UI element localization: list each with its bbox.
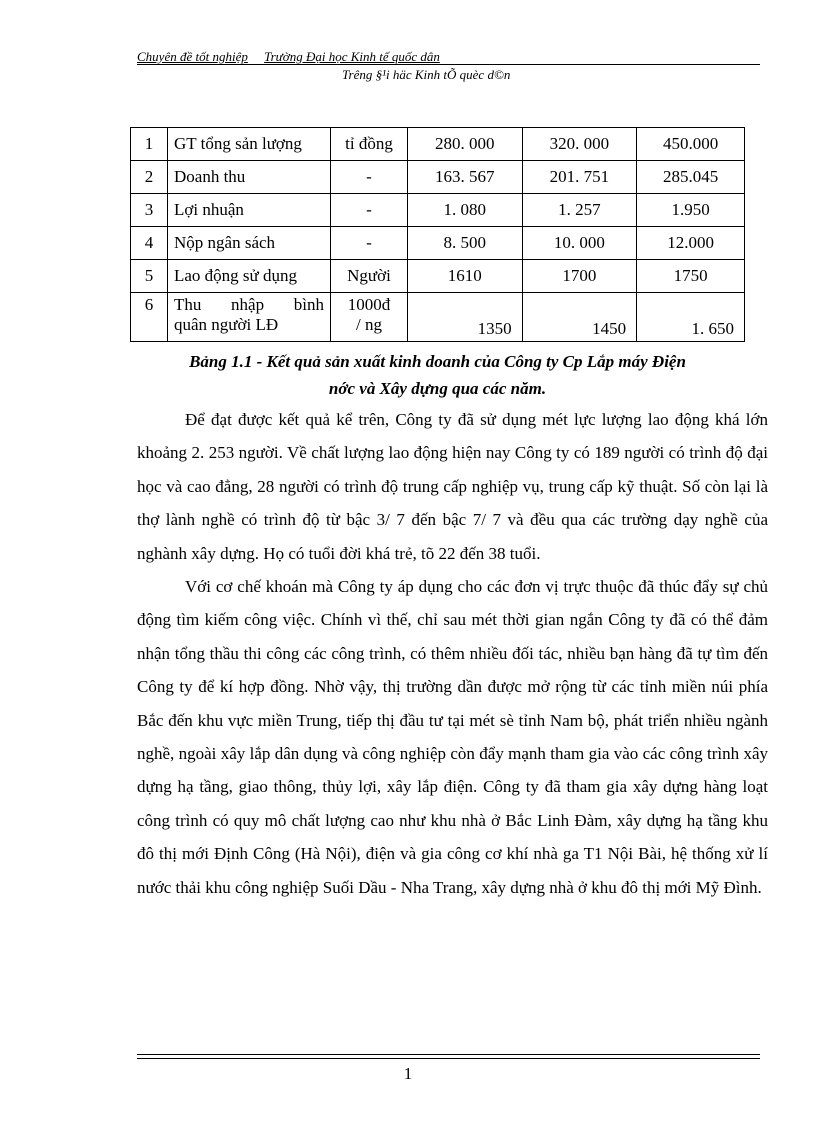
cell-no: 3 <box>131 194 168 227</box>
table-row <box>131 161 745 194</box>
paragraph: Với cơ chế khoán mà Công ty áp dụng cho các đơn vị trực thuộc đã thúc đẩy sự chủ động tìm kiếm công việc. Chính vì thế, chỉ sau mét thời gian ngắn Công ty đã có thể đảm nhận tổng thầu thi công các công trình, có thêm nhiều đối tác, nhiều bạn hàng đã tự tìm đến Công ty để kí hợp đồng. Nhờ vậy, thị trường dần được mở rộng từ các tỉnh miền núi phía Bắc đến khu vực miền Trung, tiếp thị đầu tư tại mét sè tỉnh Nam bộ, phát triển nhiều ngành nghề, ngoài xây lắp dân dụng và công nghiệp còn đẩy mạnh tham gia vào các công trình xây dựng hạ tầng, giao thông, thủy lợi, xây lắp điện. Công ty đã tham gia xây dựng hàng loạt công trình có quy mô chất lượng cao như khu nhà ở Bắc Linh Đàm, xây dựng hạ tầng khu đô thị mới Định Công (Hà Nội), điện và gia công cơ khí nhà ga T1 Nội Bài, hệ thống xử lí nước thải khu công nghiệp Suối Dầu - Nha Trang, xây dựng nhà ở khu đô thị mới Mỹ Đình. <box>137 577 768 897</box>
cell-value: 1.950 <box>637 194 745 227</box>
page-number: 1 <box>403 1064 413 1083</box>
cell-indicator: GT tổng sản lượng <box>168 128 331 161</box>
cell-value: 1. 080 <box>408 194 523 227</box>
table-row <box>131 128 745 161</box>
cell-value: 450.000 <box>637 128 745 161</box>
cell-value: 1610 <box>408 260 523 293</box>
cell-indicator: Nộp ngân sách <box>168 227 331 260</box>
caption-line: nớc và Xây dựng qua các năm. <box>328 379 547 398</box>
cell-value: 1. 257 <box>522 194 637 227</box>
cell-indicator: Lợi nhuận <box>168 194 331 227</box>
cell-indicator-line: Thu nhập bình <box>174 295 324 314</box>
cell-value: 163. 567 <box>408 161 523 194</box>
cell-unit: tỉ đồng <box>331 128 408 161</box>
paragraph: Để đạt được kết quả kể trên, Công ty đã sử dụng mét lực lượng lao động khá lớn khoảng 2. 253 người. Về chất lượng lao động hiện nay Công ty có 189 người có trình độ đại học và cao đẳng, 28 người có trình độ trung cấp nghiệp vụ, trung cấp kỹ thuật. Số còn lại là thợ lành nghề có trình độ từ bậc 3/ 7 đến bậc 7/ 7 và đều qua các trường dạy nghề của nghành xây dựng. Họ có tuổi đời khá trẻ, tõ 22 đến 38 tuổi. <box>137 410 768 563</box>
cell-value: 1450 <box>522 293 637 342</box>
cell-unit: - <box>331 161 408 194</box>
table-row <box>131 260 745 293</box>
cell-value: 320. 000 <box>522 128 637 161</box>
cell-no: 2 <box>131 161 168 194</box>
cell-unit: Người <box>331 260 408 293</box>
table-row <box>131 194 745 227</box>
cell-value: 8. 500 <box>408 227 523 260</box>
cell-unit-line: 1000đ <box>347 295 391 314</box>
header-right-text: Trường Đại học Kinh tế quốc dân <box>264 49 440 64</box>
results-table <box>130 127 745 342</box>
cell-indicator: Doanh thu <box>168 161 331 194</box>
footer-rule <box>137 1054 760 1055</box>
header-subtitle: Trêng §¹i häc Kinh tÕ quèc d©n <box>342 67 511 82</box>
cell-unit-line: / ng <box>356 315 382 334</box>
cell-no: 4 <box>131 227 168 260</box>
cell-no: 5 <box>131 260 168 293</box>
header-left-text: Chuyên đề tốt nghiệp <box>137 49 248 64</box>
table-row <box>131 227 745 260</box>
caption-line: Bảng 1.1 - Kết quả sản xuất kinh doanh của Công ty Cp Lắp máy Điện <box>189 352 686 371</box>
cell-value: 1700 <box>522 260 637 293</box>
footer-rule <box>137 1058 760 1059</box>
table-caption <box>130 348 745 402</box>
cell-value: 10. 000 <box>522 227 637 260</box>
header-title <box>137 50 760 64</box>
cell-value: 1750 <box>637 260 745 293</box>
cell-no: 1 <box>131 128 168 161</box>
cell-unit: - <box>331 194 408 227</box>
body-text <box>137 403 768 904</box>
cell-indicator: Lao động sử dụng <box>168 260 331 293</box>
cell-value: 1. 650 <box>637 293 745 342</box>
cell-value: 285.045 <box>637 161 745 194</box>
cell-indicator-line: quân người LĐ <box>174 315 279 334</box>
header-rule <box>137 64 760 65</box>
cell-no: 6 <box>131 293 168 342</box>
page-header <box>137 49 760 82</box>
cell-value: 201. 751 <box>522 161 637 194</box>
cell-value: 1350 <box>408 293 523 342</box>
cell-unit: - <box>331 227 408 260</box>
cell-value: 280. 000 <box>408 128 523 161</box>
cell-indicator <box>168 293 331 342</box>
cell-unit <box>331 293 408 342</box>
table-row <box>131 293 745 342</box>
cell-value: 12.000 <box>637 227 745 260</box>
